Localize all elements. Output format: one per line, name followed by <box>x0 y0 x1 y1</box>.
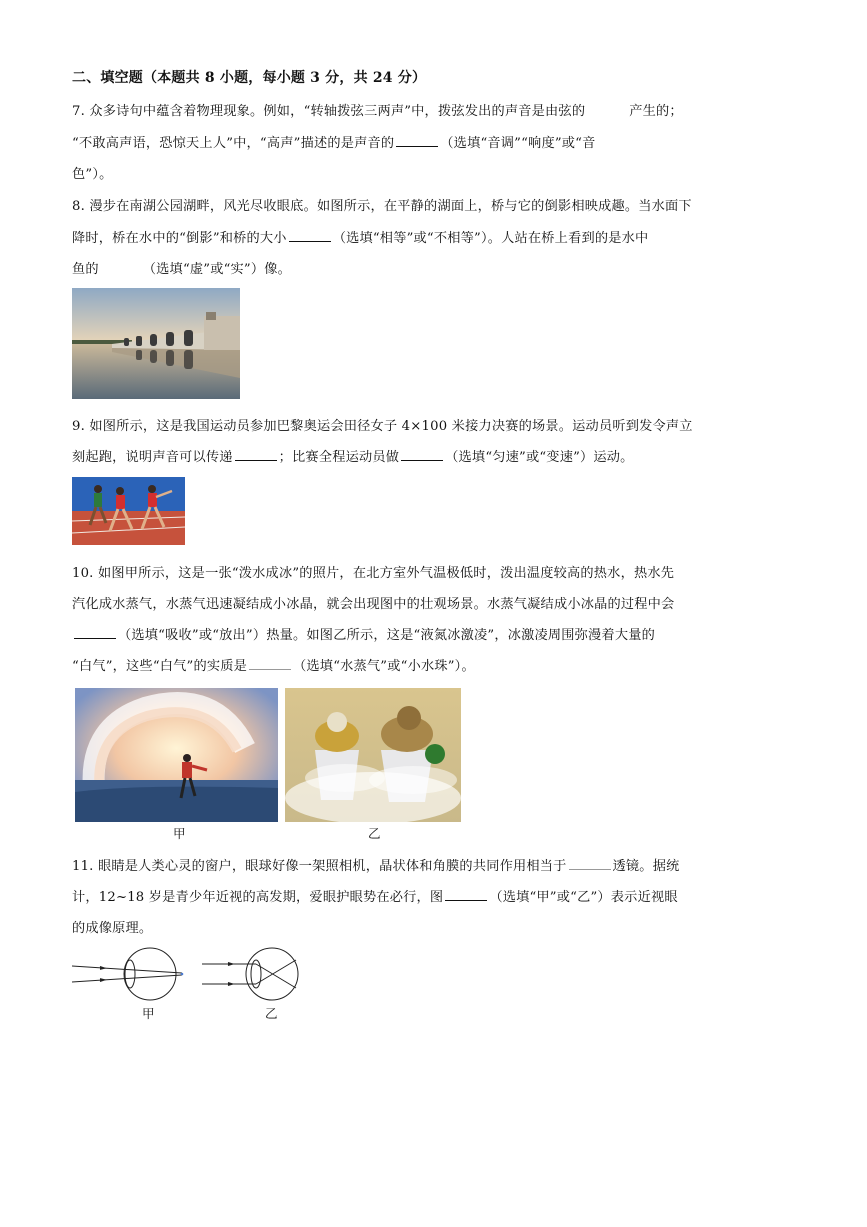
eye-caption-yi: 乙 <box>265 1006 278 1021</box>
q7-line-2 <box>72 132 596 151</box>
q9-text: ；比赛全程运动员做 <box>278 450 400 465</box>
q11-text: 透镜。据统 <box>612 859 680 874</box>
eye-caption-jia: 甲 <box>142 1006 155 1021</box>
answer-blank <box>235 449 277 461</box>
q9-text: 刻起跑，说明声音可以传递 <box>72 450 233 465</box>
q7-text: 产生的； <box>629 104 683 119</box>
eye-diagram-jia <box>70 944 190 1004</box>
q8-line-1: 8. 漫步在南湖公园湖畔，风光尽收眼底。如图所示，在平静的湖面上，桥与它的倒影相映成趣。当水面下 <box>72 199 692 214</box>
q8-line-3 <box>72 258 291 277</box>
relay-race-photo <box>72 477 185 545</box>
q8-text: 降时，桥在水中的“倒影”和桥的大小 <box>72 231 287 246</box>
liquid-nitrogen-icecream-photo <box>285 688 461 822</box>
q7-text: “不敢高声语，恐惊天上人”中，“高声”描述的是声音的 <box>72 136 395 151</box>
q10-text: （选填“水蒸气”或“小水珠”）。 <box>293 659 475 674</box>
q9-line-1: 9. 如图所示，这是我国运动员参加巴黎奥运会田径女子 4×100 米接力决赛的场景。运动员听到发令声立 <box>72 419 693 434</box>
q11-text: 11. 眼睛是人类心灵的窗户，眼球好像一架照相机，晶状体和角膜的共同作用相当于 <box>72 859 567 874</box>
q7-line-1 <box>72 100 683 119</box>
q8-text: （选填“相等”或“不相等”）。人站在桥上看到的是水中 <box>332 231 649 246</box>
q11-line-3: 的成像原理。 <box>72 921 153 936</box>
q9-text: （选填“匀速”或“变速”）运动。 <box>445 450 634 465</box>
bridge-photo <box>72 288 240 399</box>
answer-blank <box>289 230 331 242</box>
q7-line-3: 色”）。 <box>72 167 113 182</box>
answer-blank <box>74 627 116 639</box>
answer-blank <box>445 889 487 901</box>
answer-blank <box>401 449 443 461</box>
answer-blank <box>569 858 611 870</box>
q11-line-1 <box>72 855 679 874</box>
q8-text: 鱼的 <box>72 262 99 277</box>
q11-text: （选填“甲”或“乙”）表示近视眼 <box>489 890 678 905</box>
figure-caption-jia: 甲 <box>173 826 186 841</box>
eye-diagram-yi <box>200 944 305 1004</box>
q10-line-4 <box>72 655 475 674</box>
q11-line-2 <box>72 886 678 905</box>
boiling-water-freeze-photo <box>75 688 278 822</box>
answer-blank <box>249 658 291 670</box>
section-title: 二、填空题（本题共 8 小题，每小题 3 分，共 24 分） <box>72 70 427 86</box>
q7-text: （选填“音调”“响度”或“音 <box>440 136 596 151</box>
q10-line-2: 汽化成水蒸气，水蒸气迅速凝结成小冰晶，就会出现图中的壮观场景。水蒸气凝结成小冰晶的过程中会 <box>72 597 675 612</box>
q11-text: 计，12~18 岁是青少年近视的高发期，爱眼护眼势在必行，图 <box>72 890 444 905</box>
figure-caption-yi: 乙 <box>368 826 381 841</box>
answer-blank <box>396 135 438 147</box>
q10-text: “白气”，这些“白气”的实质是 <box>72 659 248 674</box>
q10-line-3 <box>72 624 655 643</box>
q8-text: （选填“虚”或“实”）像。 <box>142 262 292 277</box>
q10-text: （选填“吸收”或“放出”）热量。如图乙所示，这是“液氮冰激凌”，冰激凌周围弥漫着大量的 <box>118 628 655 643</box>
q8-line-2 <box>72 227 648 246</box>
q10-line-1: 10. 如图甲所示，这是一张“泼水成冰”的照片，在北方室外气温极低时，泼出温度较高的热水，热水先 <box>72 566 675 581</box>
q9-line-2 <box>72 446 634 465</box>
q7-text: 7. 众多诗句中蕴含着物理现象。例如，“转轴拨弦三两声”中，拨弦发出的声音是由弦的 <box>72 104 586 119</box>
